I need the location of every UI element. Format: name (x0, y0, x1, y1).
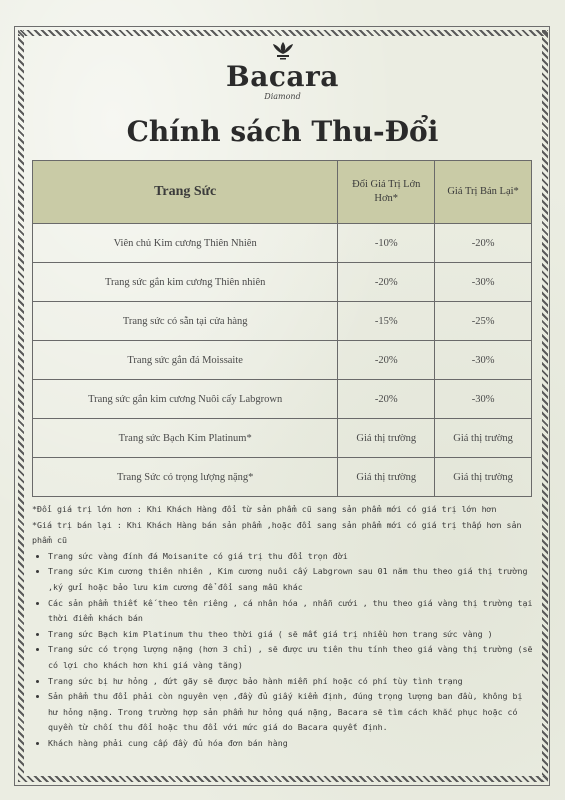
policy-table (32, 160, 532, 497)
table-row (33, 302, 532, 341)
cell-item: Trang sức gắn đá Moissaite (33, 341, 338, 380)
table-row (33, 380, 532, 419)
cell-exchange: -20% (338, 341, 435, 380)
list-item: • Trang sức vàng đính đá Moisanite có giá trị thu đổi trọn đời (48, 549, 536, 565)
cell-resale: Giá thị trường (435, 458, 532, 497)
cell-exchange: -15% (338, 302, 435, 341)
cell-resale: -25% (435, 302, 532, 341)
list-item: • Khách hàng phải cung cấp đầy đủ hóa đơn bán hàng (48, 736, 536, 752)
cell-resale: -30% (435, 341, 532, 380)
table-row (33, 341, 532, 380)
cell-item: Trang sức gắn kim cương Thiên nhiên (33, 263, 338, 302)
table-row (33, 419, 532, 458)
page-title: Chính sách Thu-Đổi (126, 115, 439, 148)
policy-notes (32, 502, 536, 752)
cell-resale: Giá thị trường (435, 419, 532, 458)
cell-exchange: -20% (338, 263, 435, 302)
footnote-resale: *Giá trị bán lại : Khi Khách Hàng bán sản phẩm ,hoặc đổi sang sản phẩm mới có giá trị thấp hơn sản phẩm cũ (32, 519, 522, 546)
cell-resale: -30% (435, 380, 532, 419)
list-item: • Trang sức Kim cương thiên nhiên , Kim cương nuôi cấy Labgrown sau 01 năm thu theo giá thị trường ,ký gửi hoặc bảo lưu kim cương để đổi sang mẫu khác (48, 564, 536, 595)
footnote-exchange: *Đổi giá trị lớn hơn : Khi Khách Hàng đổi từ sản phẩm cũ sang sản phẩm mới có giá trị lớn hơn (32, 504, 497, 514)
cell-resale: -30% (435, 263, 532, 302)
cell-item: Trang sức Bạch Kim Platinum* (33, 419, 338, 458)
brand-logo (0, 40, 565, 102)
table-header-row (33, 161, 532, 224)
cell-exchange: Giá thị trường (338, 458, 435, 497)
header-exchange-up: Đổi Giá Trị Lớn Hơn* (338, 161, 435, 224)
brand-name: Bacara (226, 60, 339, 93)
brand-subtitle: Diamond (264, 92, 301, 101)
cell-item: Trang Sức có trọng lượng nặng* (33, 458, 338, 497)
cell-exchange: -10% (338, 224, 435, 263)
rope-border-bottom (18, 776, 548, 782)
list-item: • Trang sức có trọng lượng nặng (hơn 3 chỉ) , sẽ được ưu tiên thu tính theo giá vàng thị trường (sẽ có lợi cho khách hơn khi giá vàng tăng) (48, 642, 536, 673)
cell-item: Viên chủ Kim cương Thiên Nhiên (33, 224, 338, 263)
table-row (33, 458, 532, 497)
policy-bullet-list (32, 549, 536, 752)
cell-exchange: Giá thị trường (338, 419, 435, 458)
table-row (33, 263, 532, 302)
list-item: • Trang sức bị hư hỏng , đứt gãy sẽ được bảo hành miễn phí hoặc có phí tùy tình trạng (48, 674, 536, 690)
list-item: • Sản phẩm thu đổi phải còn nguyên vẹn ,đầy đủ giấy kiểm định, đúng trọng lượng ban đầu, không bị hư hỏng nặng. Trong trường hợp sản phẩm hư hỏng quá nặng, Bacara sẽ tìm cách khắc phục hoặc có quyền từ chối thu đổi hoặc thu đổi với mức giá do Bacara quyết định. (48, 689, 536, 736)
rope-border-top (18, 30, 548, 36)
cell-exchange: -20% (338, 380, 435, 419)
list-item: • Trang sức Bạch kim Platinum thu theo thời giá ( sẽ mất giá trị nhiều hơn trang sức vàng ) (48, 627, 536, 643)
lotus-icon (270, 40, 296, 62)
list-item: • Các sản phẩm thiết kế theo tên riêng , cá nhân hóa , nhẫn cưới , thu theo giá vàng thị trường tại thời điểm khách bán (48, 596, 536, 627)
table-row (33, 224, 532, 263)
header-jewelry: Trang Sức (33, 161, 338, 224)
cell-resale: -20% (435, 224, 532, 263)
cell-item: Trang sức gắn kim cương Nuôi cấy Labgrown (33, 380, 338, 419)
cell-item: Trang sức có sẵn tại cửa hàng (33, 302, 338, 341)
header-resale: Giá Trị Bán Lại* (435, 161, 532, 224)
